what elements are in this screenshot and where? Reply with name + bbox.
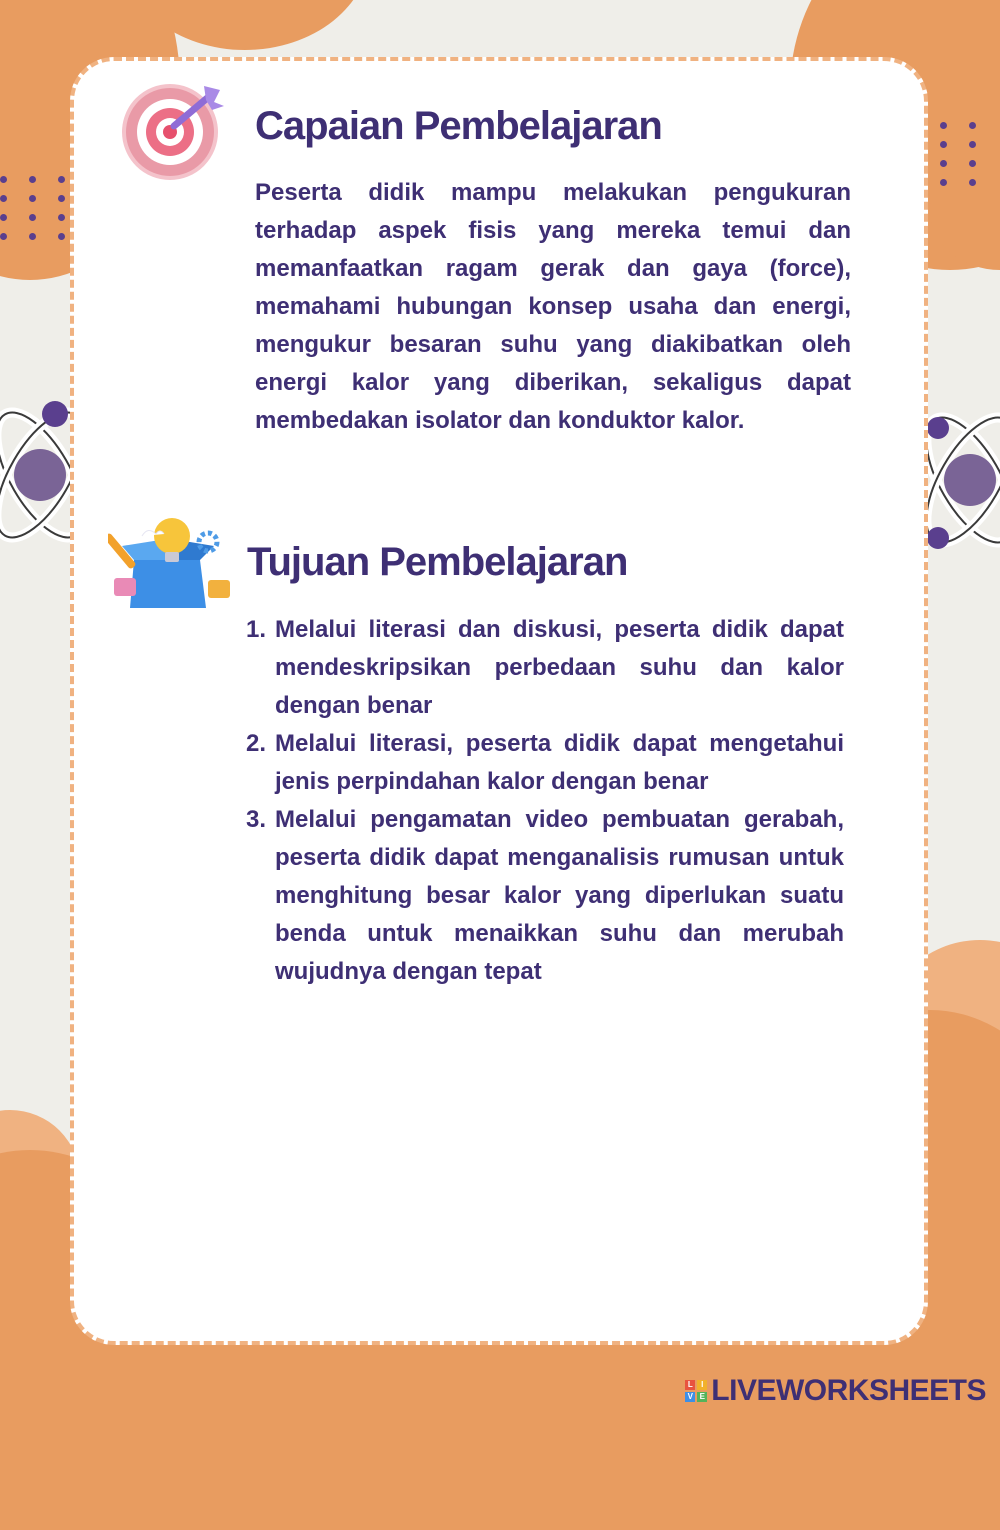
- list-item: [244, 725, 844, 801]
- list-item: [244, 611, 844, 725]
- atom-icon-right: [920, 390, 1000, 580]
- list-item: [244, 801, 844, 991]
- logo-letter: E: [697, 1392, 707, 1402]
- tujuan-title: Tujuan Pembelajaran: [247, 540, 628, 584]
- logo-letter: I: [697, 1380, 707, 1390]
- logo-letter: V: [685, 1392, 695, 1402]
- list-item-text: Melalui pengamatan video pembuatan gerabah, peserta didik dapat menganalisis rumusan untuk menghitung besar kalor yang diperlukan suatu benda untuk menaikkan suhu dan merubah wujudnya dengan tepat: [275, 806, 844, 985]
- bottom-band: [0, 1330, 1000, 1530]
- capaian-paragraph: Peserta didik mampu melakukan pengukuran terhadap aspek fisis yang mereka temui dan memanfaatkan ragam gerak dan gaya (force), memahami hubungan konsep usaha dan energi, mengukur besaran suhu yang diakibatkan oleh energi kalor yang diberikan, sekaligus dapat membedakan isolator dan konduktor kalor.: [255, 179, 851, 434]
- dots-decoration-right: [940, 122, 976, 186]
- logo-icon: [685, 1380, 707, 1402]
- brand-name: LIVEWORKSHEETS: [711, 1374, 986, 1407]
- logo-letter: L: [685, 1380, 695, 1390]
- list-item-number: 1.: [246, 616, 267, 643]
- capaian-title: Capaian Pembelajaran: [255, 104, 662, 148]
- list-item-number: 2.: [246, 730, 267, 757]
- list-item-text: Melalui literasi dan diskusi, peserta didik dapat mendeskripsikan perbedaan suhu dan kalor dengan benar: [275, 616, 844, 719]
- liveworksheets-logo[interactable]: [685, 1374, 986, 1408]
- list-item-text: Melalui literasi, peserta didik dapat mengetahui jenis perpindahan kalor dengan benar: [275, 730, 844, 795]
- target-dart-icon: [120, 80, 232, 184]
- tujuan-list: [244, 611, 844, 991]
- dots-decoration-left: [0, 176, 65, 240]
- list-item-number: 3.: [246, 806, 267, 833]
- idea-box-icon: [108, 508, 236, 612]
